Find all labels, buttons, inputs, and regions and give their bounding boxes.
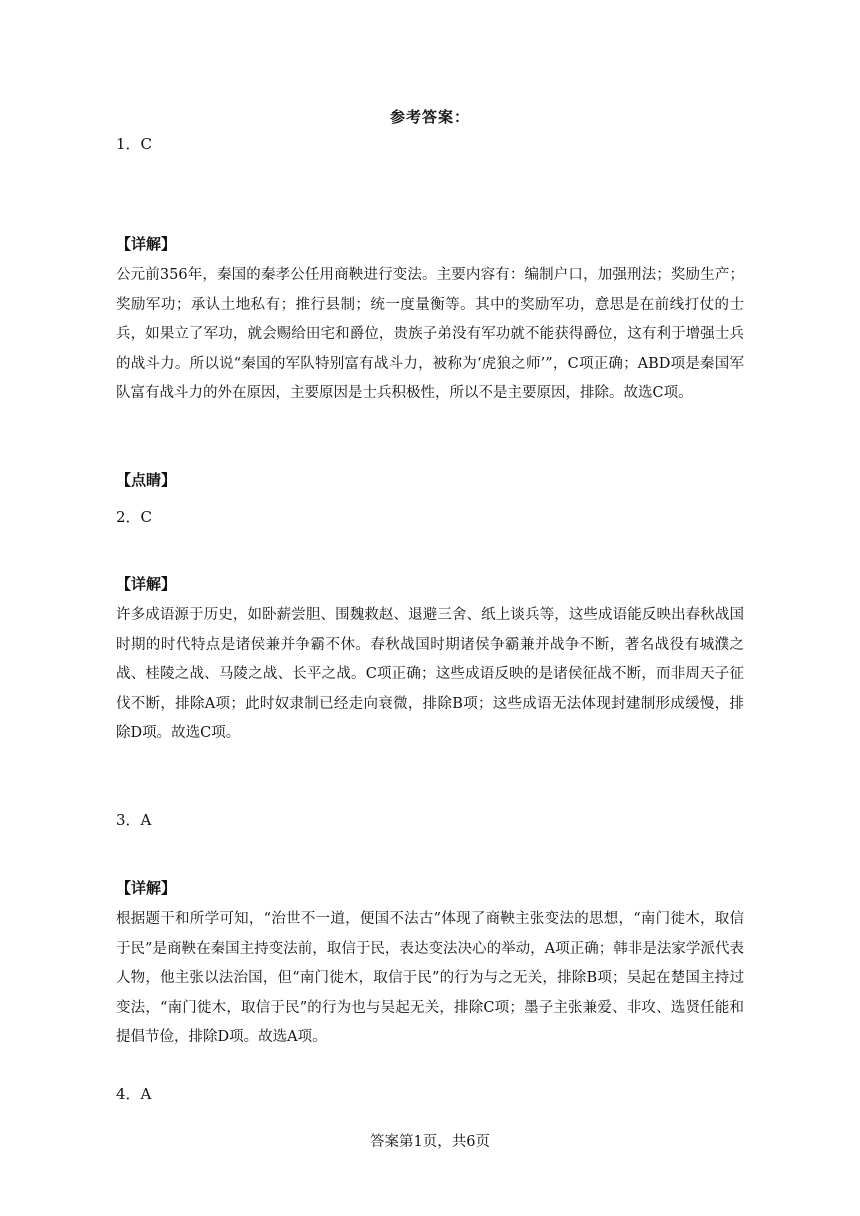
answer-4-number: 4．A xyxy=(116,1085,152,1103)
page-footer: 答案第1页，共6页 xyxy=(370,1134,490,1150)
answer-1-detail-tag: 【详解】 xyxy=(116,235,177,253)
answer-3-number: 3．A xyxy=(116,811,152,829)
answer-2-explanation: 许多成语源于历史，如卧薪尝胆、围魏救赵、退避三舍、纸上谈兵等，这些成语能反映出春秋战国时期的时代特点是诸侯兼并争霸不休。春秋战国时期诸侯争霸兼并战争不断，著名战役有城濮之战、桂陵之战、马陵之战、长平之战。C项正确；这些成语反映的是诸侯征战不断，而非周天子征伐不断，排除A项；此时奴隶制已经走向衰微，排除B项；这些成语无法体现封建制形成缓慢，排除D项。故选C项。 xyxy=(116,607,744,741)
answer-1-explanation: 公元前356年，秦国的秦孝公任用商鞅进行变法。主要内容有：编制户口，加强刑法；奖励生产；奖励军功；承认土地私有；推行县制；统一度量衡等。其中的奖励军功，意思是在前线打仗的士兵，如果立了军功，就会赐给田宅和爵位，贵族子弟没有军功就不能获得爵位，这有利于增强士兵的战斗力。所以说“秦国的军队特别富有战斗力，被称为‘虎狼之师’”，C项正确；ABD项是秦国军队富有战斗力的外在原因，主要原因是士兵积极性，所以不是主要原因，排除。故选C项。 xyxy=(116,267,744,401)
answer-2-number: 2．C xyxy=(116,508,153,526)
answer-2-detail-tag: 【详解】 xyxy=(116,575,177,593)
answer-3-detail-tag: 【详解】 xyxy=(116,879,177,897)
answer-1-number: 1．C xyxy=(116,135,153,153)
page-title: 参考答案： xyxy=(389,108,470,126)
answer-1-extra-tag: 【点睛】 xyxy=(116,471,177,489)
answer-3-explanation: 根据题干和所学可知，“治世不一道，便国不法古”体现了商鞅主张变法的思想，“南门徙木，取信于民”是商鞅在秦国主持变法前，取信于民，表达变法决心的举动，A项正确；韩非是法家学派代表人物，他主张以法治国，但“南门徙木，取信于民”的行为与之无关，排除B项；吴起在楚国主持过变法，“南门徙木，取信于民”的行为也与吴起无关，排除C项；墨子主张兼爱、非攻、选贤任能和提倡节俭，排除D项。故选A项。 xyxy=(116,911,744,1045)
